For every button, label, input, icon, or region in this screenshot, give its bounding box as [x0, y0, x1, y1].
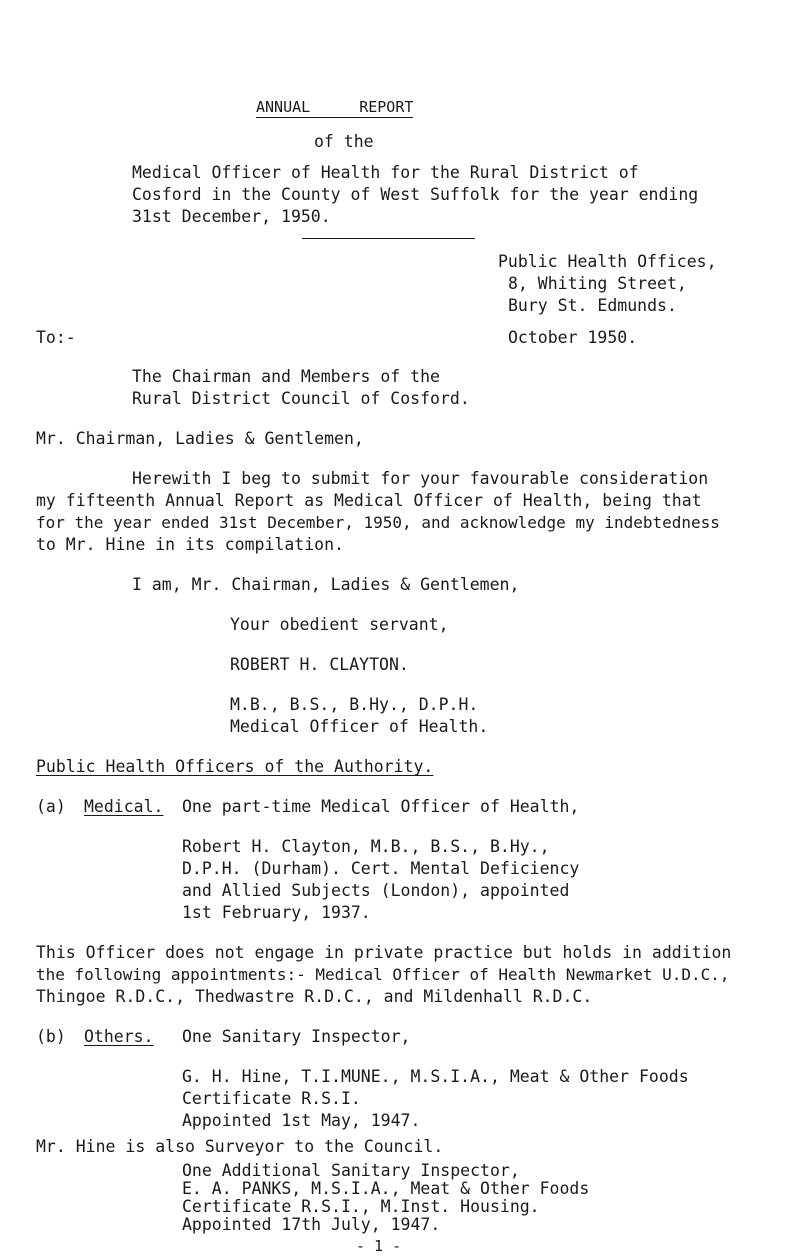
medical-title: Medical.	[84, 797, 164, 816]
practice-line-3: Thingoe R.D.C., Thedwastre R.D.C., and Mildenhall R.D.C.	[36, 987, 593, 1006]
signatory-name: ROBERT H. CLAYTON.	[230, 655, 409, 674]
medical-detail-4: 1st February, 1937.	[182, 903, 371, 922]
of-the-line: of the	[314, 132, 374, 151]
to-label: To:-	[36, 328, 76, 347]
addressee-line-2: Rural District Council of Cosford.	[132, 389, 470, 408]
others-desc: One Sanitary Inspector,	[182, 1027, 411, 1046]
medical-detail-2: D.P.H. (Durham). Cert. Mental Deficiency	[182, 859, 580, 878]
additional-detail-3: Appointed 17th July, 1947.	[182, 1215, 441, 1234]
others-detail-1: G. H. Hine, T.I.MUNE., M.S.I.A., Meat & Other Foods	[182, 1067, 689, 1086]
additional-detail-2: Certificate R.S.I., M.Inst. Housing.	[182, 1197, 540, 1216]
addressee-line-1: The Chairman and Members of the	[132, 367, 440, 386]
servant-line: Your obedient servant,	[230, 615, 449, 634]
page-number: - 1 -	[356, 1237, 402, 1255]
body-line-2: my fifteenth Annual Report as Medical Officer of Health, being that	[36, 491, 702, 510]
closing-line: I am, Mr. Chairman, Ladies & Gentlemen,	[132, 575, 520, 594]
address-line-1: Public Health Offices,	[498, 252, 717, 271]
others-title: Others.	[84, 1027, 154, 1046]
signatory-qualifications: M.B., B.S., B.Hy., D.P.H.	[230, 695, 479, 714]
address-line-2: 8, Whiting Street,	[508, 274, 687, 293]
medical-label: (a)	[36, 797, 66, 816]
others-label: (b)	[36, 1027, 66, 1046]
intro-line-3: 31st December, 1950.	[132, 207, 331, 226]
medical-detail-3: and Allied Subjects (London), appointed	[182, 881, 570, 900]
body-line-4: to Mr. Hine in its compilation.	[36, 535, 344, 554]
address-line-3: Bury St. Edmunds.	[508, 296, 677, 315]
intro-line-2: Cosford in the County of West Suffolk for the year ending	[132, 185, 699, 204]
others-detail-3: Appointed 1st May, 1947.	[182, 1111, 421, 1130]
additional-detail-1: E. A. PANKS, M.S.I.A., Meat & Other Foods	[182, 1179, 590, 1198]
title-divider	[302, 238, 475, 239]
letter-date: October 1950.	[508, 328, 638, 347]
intro-line-1: Medical Officer of Health for the Rural District of	[132, 163, 639, 182]
medical-detail-1: Robert H. Clayton, M.B., B.S., B.Hy.,	[182, 837, 550, 856]
salutation: Mr. Chairman, Ladies & Gentlemen,	[36, 429, 364, 448]
signatory-role: Medical Officer of Health.	[230, 717, 489, 736]
surveyor-line: Mr. Hine is also Surveyor to the Council.	[36, 1137, 444, 1156]
additional-title: One Additional Sanitary Inspector,	[182, 1161, 520, 1180]
section-heading: Public Health Officers of the Authority.	[36, 757, 434, 776]
medical-desc: One part-time Medical Officer of Health,	[182, 797, 580, 816]
practice-line-2: the following appointments:- Medical Officer of Health Newmarket U.D.C.,	[36, 965, 730, 984]
body-line-3: for the year ended 31st December, 1950, and acknowledge my indebtedness	[36, 513, 720, 532]
body-line-1: Herewith I beg to submit for your favourable consideration	[132, 469, 709, 488]
practice-line-1: This Officer does not engage in private practice but holds in addition	[36, 943, 732, 962]
report-title: ANNUAL REPORT	[256, 98, 414, 116]
others-detail-2: Certificate R.S.I.	[182, 1089, 361, 1108]
